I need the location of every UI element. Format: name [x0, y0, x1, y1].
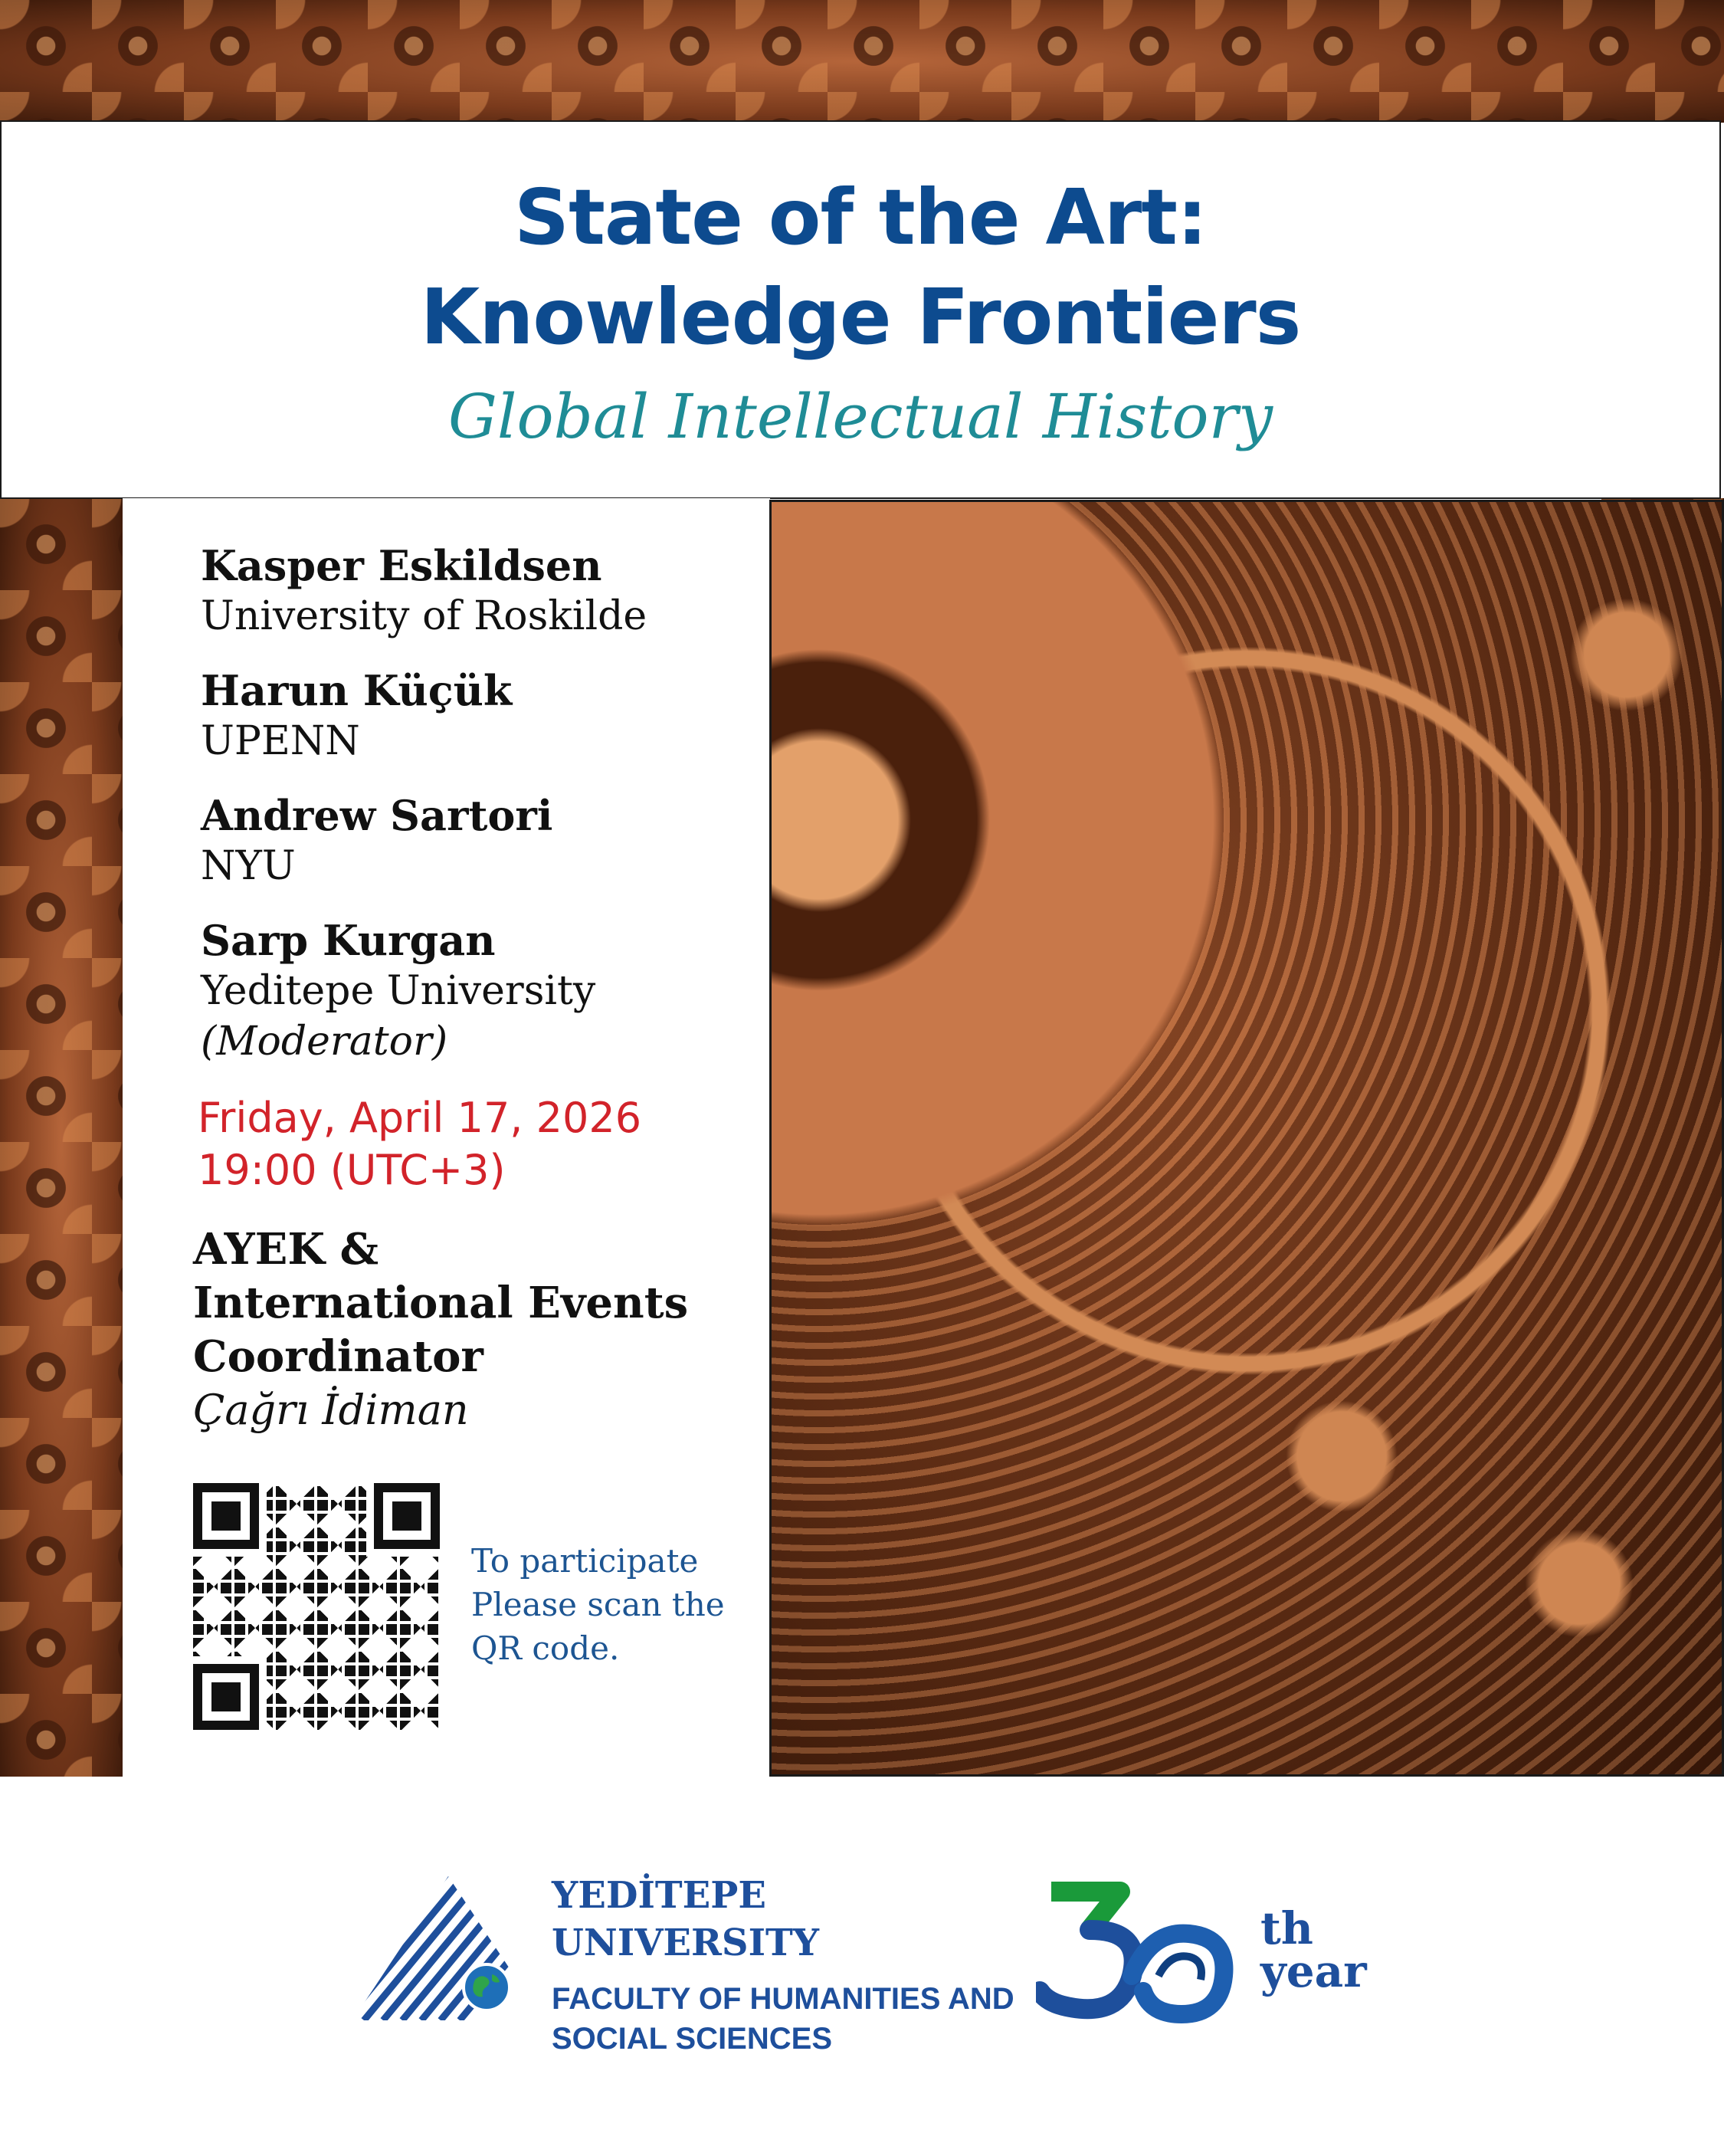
faculty-name-line-2: SOCIAL SCIENCES — [552, 2022, 832, 2056]
anniversary-suffix-th: th — [1260, 1902, 1313, 1954]
qr-caption-line-3: QR code. — [471, 1629, 620, 1667]
speaker-3 — [201, 790, 552, 891]
faculty-name — [552, 1979, 1014, 2059]
footer — [0, 1777, 1724, 2156]
event-time: 19:00 (UTC+3) — [198, 1146, 506, 1194]
title-box — [0, 120, 1721, 499]
university-name — [552, 1872, 819, 1967]
speaker-name: Harun Küçük — [201, 666, 513, 715]
speaker-1 — [201, 540, 647, 642]
speaker-affiliation: University of Roskilde — [201, 593, 647, 639]
speaker-affiliation: UPENN — [201, 718, 360, 764]
event-date: Friday, April 17, 2026 — [198, 1094, 642, 1142]
wood-carving-image — [769, 500, 1724, 1777]
qr-finder-pattern — [193, 1664, 259, 1730]
qr-finder-pattern — [374, 1483, 440, 1549]
qr-caption-line-2: Please scan the — [471, 1586, 725, 1623]
faculty-name-line-1: FACULTY OF HUMANITIES AND — [552, 1982, 1014, 2016]
title-line-2: Knowledge Frontiers — [420, 272, 1301, 362]
coordinator-name: Çağrı İdiman — [193, 1386, 469, 1434]
university-name-line-2: UNIVERSITY — [552, 1921, 820, 1964]
coordinator-title-line-1: AYEK & — [193, 1224, 379, 1275]
subtitle: Global Intellectual History — [447, 381, 1273, 452]
anniversary-suffix — [1260, 1902, 1367, 1997]
event-datetime — [198, 1092, 641, 1196]
speaker-2 — [201, 665, 512, 766]
title-line-1: State of the Art: — [514, 172, 1207, 262]
carving-top-border — [0, 0, 1724, 123]
speaker-affiliation: Yeditepe University — [201, 968, 596, 1014]
speaker-role: (Moderator) — [201, 1019, 448, 1065]
anniversary-suffix-year: year — [1260, 1945, 1367, 1997]
coordinator-title-line-2: International Events — [193, 1278, 689, 1328]
coordinator-title-line-3: Coordinator — [193, 1331, 483, 1382]
coordinator-title — [193, 1222, 729, 1383]
qr-finder-pattern — [193, 1483, 259, 1549]
qr-caption — [471, 1539, 747, 1670]
speaker-name: Kasper Eskildsen — [201, 541, 602, 590]
speaker-4 — [201, 915, 595, 1067]
university-name-line-1: YEDİTEPE — [552, 1874, 766, 1917]
speaker-name: Sarp Kurgan — [201, 916, 496, 965]
carving-left-border — [0, 498, 123, 1778]
speaker-affiliation: NYU — [201, 843, 296, 889]
qr-code[interactable] — [193, 1483, 440, 1730]
30th-anniversary-logo-icon — [1036, 1876, 1235, 2030]
yeditepe-triangle-logo-icon — [352, 1876, 544, 2020]
speaker-name: Andrew Sartori — [201, 791, 553, 840]
coordinator-block — [193, 1222, 729, 1437]
qr-caption-line-1: To participate — [471, 1542, 699, 1580]
